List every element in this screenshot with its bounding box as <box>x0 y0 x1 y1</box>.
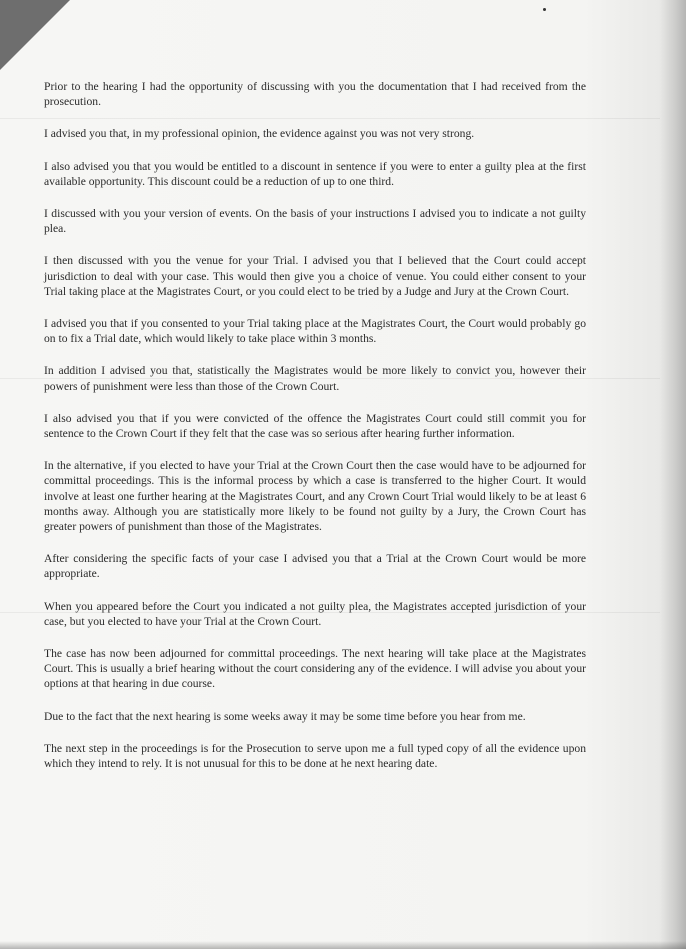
paragraph-next-step: The next step in the proceedings is for the Prosecution to serve upon me a full typed copy of all the evidence upon which they intend to rely. It is not unusual for this to be done at he next hearing date. <box>44 741 586 771</box>
letter-body <box>44 79 586 788</box>
paragraph-crown-court-alternative: In the alternative, if you elected to have your Trial at the Crown Court then the case would have to be adjourned for committal proceedings. This is the informal process by which a case is transferred to the higher Court. It would involve at least one further hearing at the Magistrates Court, and any Crown Court Trial would likely to be at least 6 months away. Although you are statistically more likely to be found not guilty by a Jury, the Crown Court has greater powers of punishment than those of the Magistrates. <box>44 459 586 534</box>
paragraph-sentence-discount: I also advised you that you would be entitled to a discount in sentence if you were to enter a guilty plea at the first available opportunity. This discount could be a reduction of up to one third. <box>44 159 586 188</box>
paragraph-version-of-events: I discussed with you your version of events. On the basis of your instructions I advised you to indicate a not guilty plea. <box>44 207 586 236</box>
paragraph-committal-proceedings: The case has now been adjourned for committal proceedings. The next hearing will take place at the Magistrates Court. This is usually a brief hearing without the court considering any of the evidence. I will advise you about your options at that hearing in due course. <box>44 647 586 691</box>
page-edge-shadow <box>660 0 686 949</box>
paragraph-trial-venue: I then discussed with you the venue for your Trial. I advised you that I believed that the Court could accept jurisdiction to deal with your case. This would then give you a choice of venue. You could either consent to your Trial taking place at the Magistrates Court, or you could elect to be tried by a Judge and Jury at the Crown Court. <box>44 254 586 298</box>
paragraph-court-appearance: When you appeared before the Court you indicated a not guilty plea, the Magistrates accepted jurisdiction of your case, but you elected to have your Trial at the Crown Court. <box>44 599 586 628</box>
paragraph-conviction-likelihood: In addition I advised you that, statistically the Magistrates would be more likely to convict you, however their powers of punishment were less than those of the Crown Court. <box>44 364 586 393</box>
paragraph-advice-crown-court: After considering the specific facts of your case I advised you that a Trial at the Crown Court would be more appropriate. <box>44 552 586 581</box>
page-bottom-shadow <box>0 941 686 949</box>
paragraph-evidence-strength: I advised you that, in my professional opinion, the evidence against you was not very strong. <box>44 127 475 141</box>
paragraph-magistrates-trial: I advised you that if you consented to your Trial taking place at the Magistrates Court, the Court would probably go on to fix a Trial date, which would likely to take place within 3 months. <box>44 317 586 346</box>
folded-corner <box>0 0 70 70</box>
paragraph-next-hearing-timing: Due to the fact that the next hearing is some weeks away it may be some time before you hear from me. <box>44 709 526 723</box>
paragraph-prior-hearing: Prior to the hearing I had the opportunity of discussing with you the documentation that I had received from the prosecution. <box>44 80 586 109</box>
paragraph-committal-for-sentence: I also advised you that if you were convicted of the offence the Magistrates Court could still commit you for sentence to the Crown Court if they felt that the case was so serious after hearing further information. <box>44 411 586 441</box>
scan-speck <box>543 8 546 11</box>
